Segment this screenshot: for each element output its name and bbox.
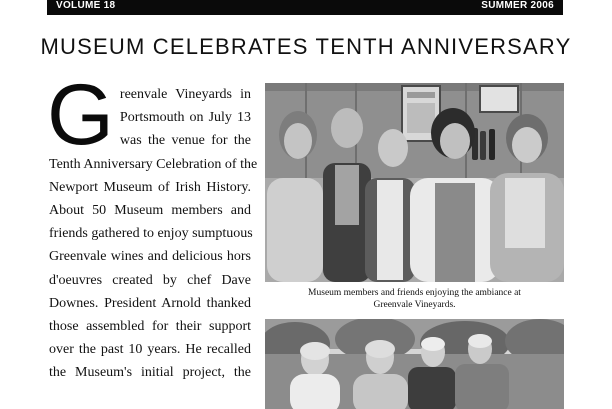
- article-headline: MUSEUM CELEBRATES TENTH ANNIVERSARY: [40, 34, 572, 59]
- article-line: friends gathered to enjoy sumptuous: [49, 226, 253, 242]
- article-line: was the venue for the: [119, 133, 251, 149]
- article-line: over the past 10 years. He recalled: [49, 342, 251, 358]
- photo-caption-line: Greenvale Vineyards.: [373, 300, 456, 310]
- season-label: SUMMER 2006: [481, 0, 554, 11]
- article-line: Portsmouth on July 13: [119, 110, 251, 126]
- article-line: Newport Museum of Irish History.: [49, 179, 251, 195]
- group-photo-vineyard: [265, 83, 564, 282]
- article-line: Downes. President Arnold thanked: [49, 295, 251, 311]
- article-line: those assembled for their support: [49, 319, 251, 335]
- article-body: [47, 67, 258, 385]
- article-line: Greenvale wines and delicious hors: [49, 249, 251, 265]
- outdoor-photo-illustration: [265, 319, 564, 409]
- article-line: the Museum's initial project, the: [49, 365, 251, 381]
- photo-caption: [265, 287, 564, 311]
- masthead-bar: [47, 0, 563, 15]
- article-line: d'oeuvres created by chef Dave: [49, 272, 251, 288]
- article-line: Tenth Anniversary Celebration of the: [49, 156, 258, 172]
- volume-label: VOLUME 18: [56, 0, 116, 11]
- outdoor-group-photo: [265, 319, 564, 409]
- group-photo-illustration: [265, 83, 564, 282]
- article-line: About 50 Museum members and: [49, 203, 251, 219]
- drop-cap: G: [47, 67, 114, 163]
- photo-caption-line: Museum members and friends enjoying the ambiance at: [308, 288, 521, 298]
- article-line: reenvale Vineyards in: [119, 87, 251, 102]
